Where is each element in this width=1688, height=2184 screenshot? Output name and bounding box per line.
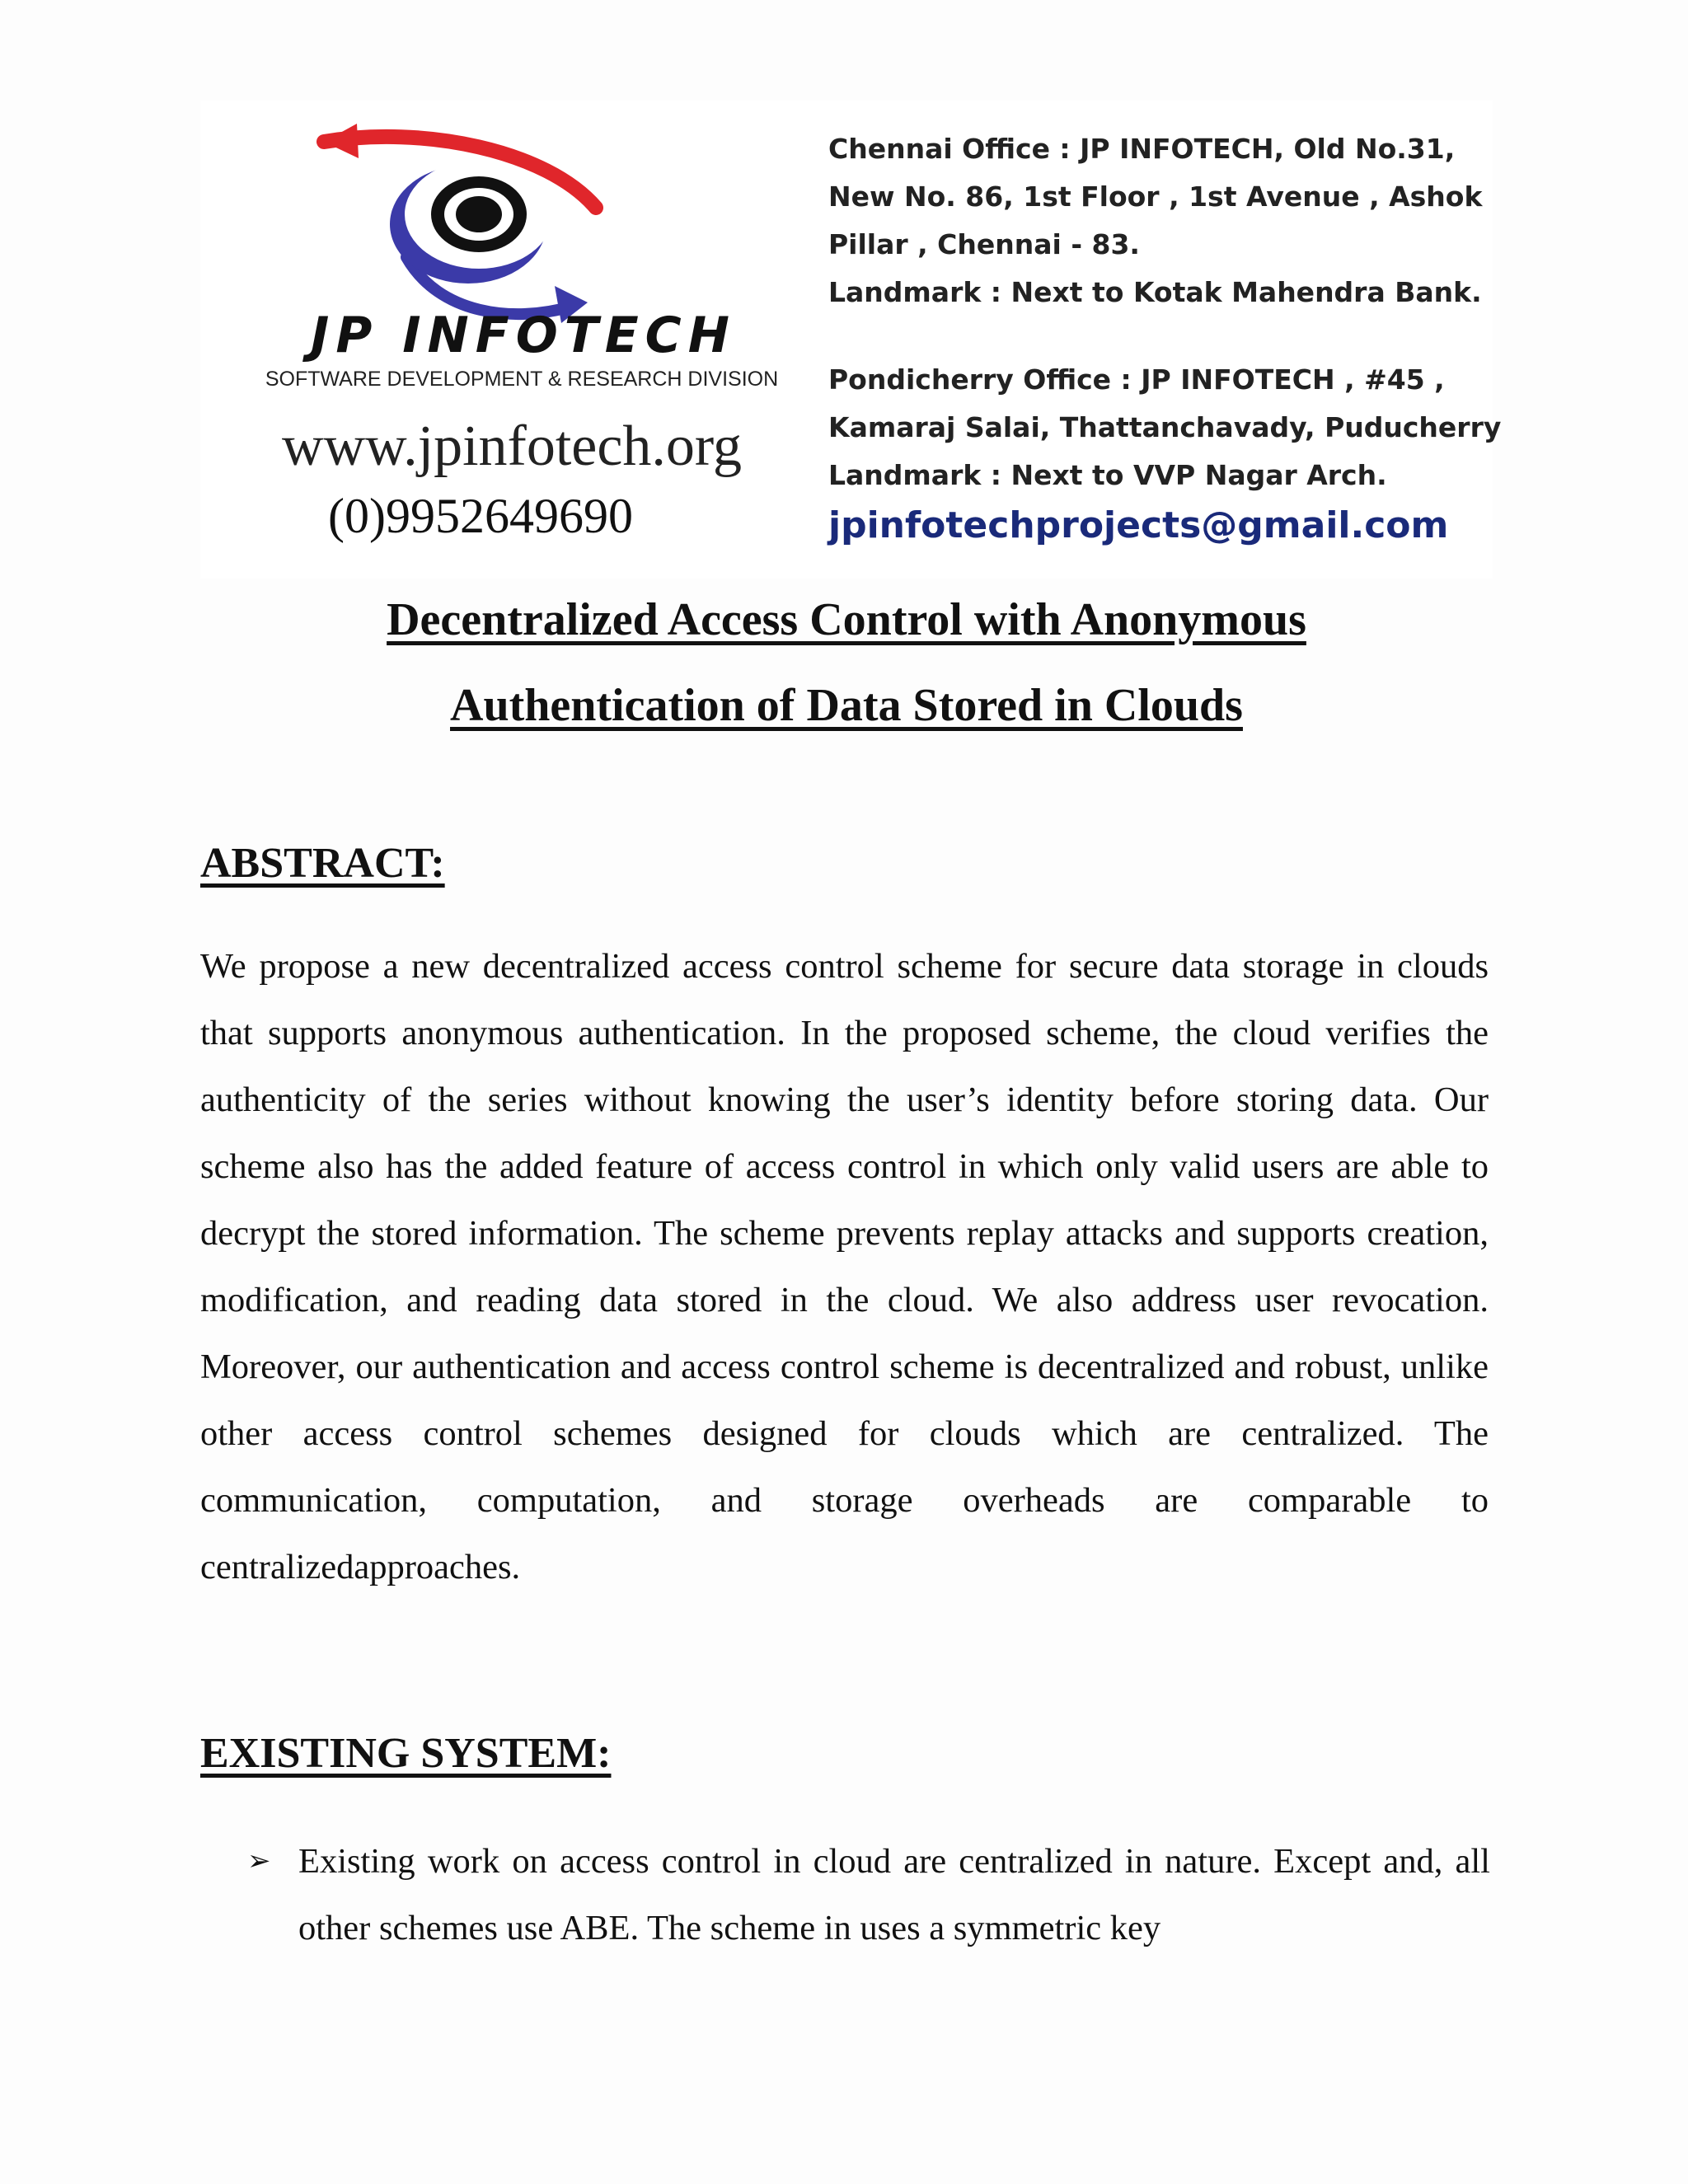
- chennai-office-address: [828, 125, 1482, 316]
- title-line-2: Authentication of Data Stored in Clouds: [450, 680, 1243, 731]
- list-item-text: Existing work on access control in cloud are centralized in nature. Except and, all other schemes use ABE. The scheme in uses a symmetric key: [298, 1842, 1490, 1947]
- existing-system-heading: EXISTING SYSTEM:: [200, 1730, 612, 1777]
- chennai-line-3: Pillar , Chennai - 83.: [828, 228, 1140, 260]
- pondicherry-line-3: Landmark : Next to VVP Nagar Arch.: [828, 459, 1387, 491]
- abstract-heading: ABSTRACT:: [200, 840, 445, 887]
- list-item: [247, 1828, 1490, 1961]
- website-link[interactable]: www.jpinfotech.org: [282, 415, 742, 478]
- title-line-1: Decentralized Access Control with Anonymous: [387, 594, 1306, 645]
- chennai-line-1: Chennai Office : JP INFOTECH, Old No.31,: [828, 133, 1456, 165]
- document-title: [200, 577, 1493, 748]
- logo-area: [200, 101, 802, 579]
- pondicherry-line-2: Kamaraj Salai, Thattanchavady, Puducherry: [828, 411, 1502, 443]
- existing-system-list: [247, 1828, 1490, 1961]
- brand-name: JP INFOTECH: [311, 307, 736, 364]
- arrow-bullet-icon: ➢: [247, 1844, 271, 1877]
- chennai-line-4: Landmark : Next to Kotak Mahendra Bank.: [828, 276, 1482, 308]
- letterhead: [200, 101, 1502, 579]
- pondicherry-office-address: [828, 356, 1501, 499]
- abstract-paragraph: We propose a new decentralized access control scheme for secure data storage in clouds that supports anonymous authentication. In the proposed scheme, the cloud verifies the authenticity of the series without knowing the user’s identity before storing data. Our scheme also has the added feature of access control in which only valid users are able to decrypt the stored information. The scheme prevents replay attacks and supports creation, modification, and reading data stored in the cloud. We also address user revocation. Moreover, our authentication and access control scheme is decentralized and robust, unlike other access control schemes designed for clouds which are centralized. The communication, computation, and storage overheads are comparable to centralizedapproaches.: [200, 947, 1489, 1586]
- pondicherry-line-1: Pondicherry Office : JP INFOTECH , #45 ,: [828, 363, 1445, 396]
- chennai-line-2: New No. 86, 1st Floor , 1st Avenue , Ashok: [828, 180, 1483, 213]
- brand-subtitle: SOFTWARE DEVELOPMENT & RESEARCH DIVISION: [265, 368, 779, 391]
- email-link[interactable]: jpinfotechprojects@gmail.com: [828, 504, 1449, 546]
- phone-number: (0)9952649690: [328, 489, 633, 543]
